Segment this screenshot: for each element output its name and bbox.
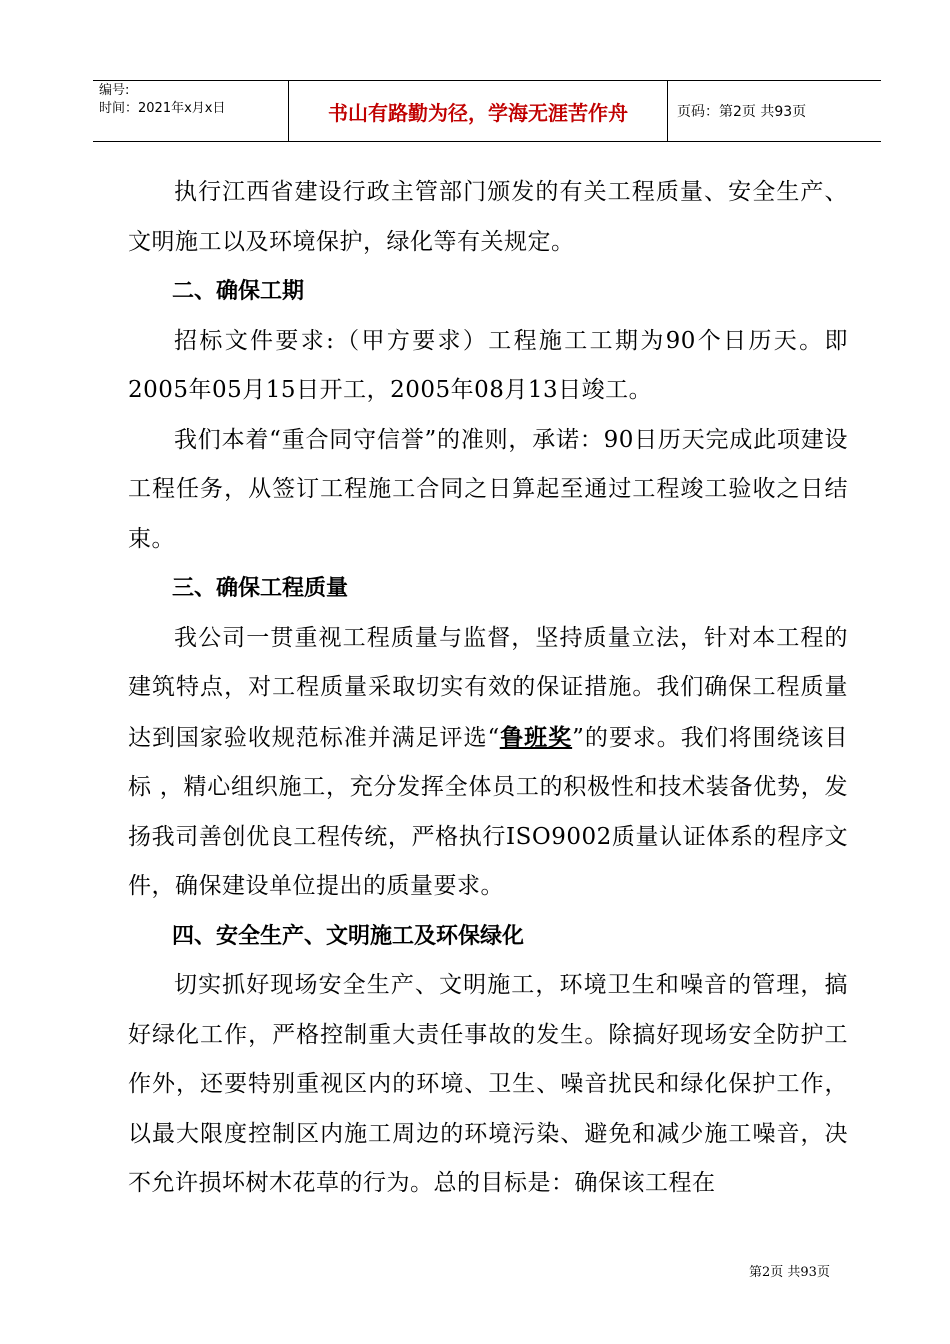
paragraph-commitment: 我们本着“重合同守信誉”的准则，承诺：90日历天完成此项建设工程任务，从签订工程施工合同之日算起至通过工程竣工验收之日结束。: [128, 426, 848, 552]
header-left-cell: [99, 81, 285, 141]
header-table: [93, 80, 881, 142]
quality-text-b: ”的要求。我们将围绕该目标 ，精心组织施工，充分发挥全体员工的积极性和技术装备优势，发扬我司善创优良工程传统，严格执行ISO9002质量认证体系的程序文件，确保建设单位提出的质量要求。: [128, 724, 849, 899]
heading-schedule: 二、确保工期: [172, 279, 305, 304]
header-motto: 书山有路勤为径，学海无涯苦作舟: [328, 100, 628, 125]
paragraph-safety: 切实抓好现场安全生产、文明施工，环境卫生和噪音的管理，搞好绿化工作，严格控制重大责任事故的发生。除搞好现场安全防护工作外，还要特别重视区内的环境、卫生、噪音扰民和绿化保护工作，以最大限度控制区内施工周边的环境污染、避免和减少施工噪音，决不允许损坏树木花草的行为。总的目标是：确保该工程在: [128, 972, 848, 1196]
heading-quality: 三、确保工程质量: [172, 576, 349, 601]
number-label: 编号:: [99, 83, 130, 98]
paragraph-schedule: 招标文件要求:（甲方要求）工程施工工期为90个日历天。即2005年05月15日开工，2005年08月13日竣工。: [128, 327, 848, 403]
time-label: 时间：2021年x月x日: [99, 101, 226, 116]
document-body: [128, 168, 848, 1209]
heading-safety: 四、安全生产、文明施工及环保绿化: [172, 923, 525, 949]
quality-text-a: 我公司一贯重视工程质量与监督，坚持质量立法，针对本工程的建筑特点，对工程质量采取切实有效的保证措施。我们确保工程质量达到国家验收规范标准并满足评选“: [128, 624, 848, 751]
award-name: 鲁班奖: [499, 723, 573, 751]
footer-page-info: 第2页 共93页: [749, 1265, 830, 1280]
header-page-info: 页码：第2页 共93页: [677, 104, 807, 120]
paragraph-regulations: 执行江西省建设行政主管部门颁发的有关工程质量、安全生产、文明施工以及环境保护，绿化等有关规定。: [128, 179, 848, 255]
header-divider-right: [667, 81, 668, 141]
paragraph-quality: [128, 614, 848, 912]
